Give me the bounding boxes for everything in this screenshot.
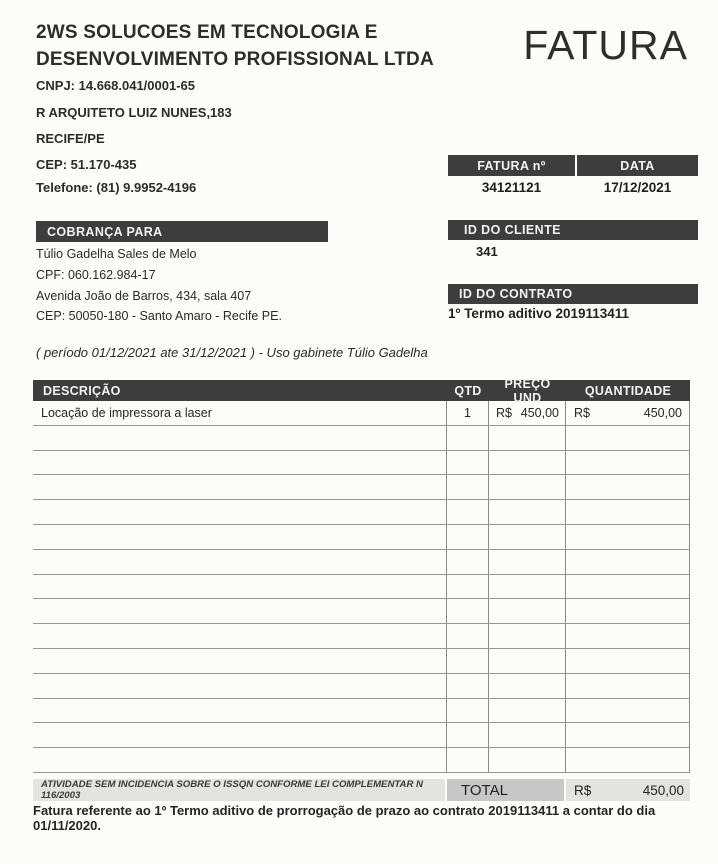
billing-section-header: COBRANÇA PARA bbox=[36, 221, 328, 242]
total-row bbox=[33, 779, 690, 801]
client-id-value: 341 bbox=[476, 244, 498, 259]
table-cell bbox=[447, 500, 489, 524]
table-cell bbox=[489, 649, 566, 673]
column-header-amount: QUANTIDADE bbox=[584, 383, 672, 398]
table-cell: Locação de impressora a laser bbox=[33, 401, 447, 425]
invoice-meta-header bbox=[448, 155, 698, 176]
table-row-empty bbox=[33, 723, 690, 748]
table-cell bbox=[566, 575, 690, 599]
column-header-description: DESCRIÇÃO bbox=[43, 383, 121, 398]
table-cell bbox=[447, 723, 489, 747]
table-cell bbox=[566, 451, 690, 475]
total-amount-cell bbox=[566, 779, 690, 801]
table-cell bbox=[447, 624, 489, 648]
company-phone: Telefone: (81) 9.9952-4196 bbox=[36, 180, 197, 195]
company-address: R ARQUITETO LUIZ NUNES,183 bbox=[36, 105, 232, 120]
items-table-header bbox=[33, 376, 690, 405]
table-cell bbox=[33, 500, 447, 524]
table-row-empty bbox=[33, 451, 690, 476]
table-cell bbox=[566, 624, 690, 648]
table-cell bbox=[33, 674, 447, 698]
table-row-empty bbox=[33, 699, 690, 724]
table-row-empty bbox=[33, 475, 690, 500]
invoice-number-label: FATURA nº bbox=[448, 155, 575, 176]
table-row-empty bbox=[33, 575, 690, 600]
table-cell bbox=[33, 451, 447, 475]
table-cell bbox=[33, 550, 447, 574]
table-cell bbox=[447, 748, 489, 772]
table-cell bbox=[566, 525, 690, 549]
column-header-qty: QTD bbox=[454, 383, 482, 398]
table-cell bbox=[33, 426, 447, 450]
table-cell bbox=[447, 649, 489, 673]
cell-value: 450,00 bbox=[520, 405, 559, 420]
table-cell bbox=[489, 599, 566, 623]
billing-cep: CEP: 50050-180 - Santo Amaro - Recife PE. bbox=[36, 309, 282, 323]
table-cell bbox=[566, 426, 690, 450]
currency-symbol: R$ bbox=[574, 405, 590, 420]
total-currency: R$ bbox=[574, 782, 592, 798]
cell-value: 450,00 bbox=[643, 405, 682, 420]
table-row-empty bbox=[33, 674, 690, 699]
table-cell bbox=[489, 401, 566, 425]
table-cell bbox=[566, 475, 690, 499]
table-cell bbox=[447, 451, 489, 475]
items-table bbox=[33, 376, 690, 773]
table-cell bbox=[489, 723, 566, 747]
items-table-body bbox=[33, 401, 690, 773]
table-cell bbox=[447, 525, 489, 549]
table-cell bbox=[566, 599, 690, 623]
currency-symbol: R$ bbox=[496, 405, 512, 420]
table-cell bbox=[566, 500, 690, 524]
table-row-empty bbox=[33, 624, 690, 649]
table-cell bbox=[566, 649, 690, 673]
table-cell bbox=[33, 699, 447, 723]
contract-id-header: ID DO CONTRATO bbox=[448, 284, 698, 304]
table-row-empty bbox=[33, 748, 690, 773]
table-cell bbox=[489, 575, 566, 599]
table-cell bbox=[489, 525, 566, 549]
table-cell bbox=[33, 575, 447, 599]
document-title: FATURA bbox=[523, 22, 688, 68]
table-cell bbox=[566, 723, 690, 747]
table-cell bbox=[447, 674, 489, 698]
table-cell bbox=[33, 624, 447, 648]
invoice-date-value: 17/12/2021 bbox=[603, 180, 672, 195]
company-name-line2: DESENVOLVIMENTO PROFISSIONAL LTDA bbox=[36, 49, 434, 70]
period-note: ( período 01/12/2021 ate 31/12/2021 ) - Uso gabinete Túlio Gadelha bbox=[36, 345, 428, 360]
table-row bbox=[33, 401, 690, 426]
table-cell bbox=[566, 674, 690, 698]
table-cell bbox=[489, 426, 566, 450]
company-cep: CEP: 51.170-435 bbox=[36, 157, 137, 172]
tax-exemption-note: ATIVIDADE SEM INCIDENCIA SOBRE O ISSQN CONFORME LEI COMPLEMENTAR N 116/2003 bbox=[33, 779, 445, 801]
table-cell bbox=[33, 475, 447, 499]
table-cell bbox=[489, 475, 566, 499]
table-cell bbox=[447, 575, 489, 599]
table-cell bbox=[447, 699, 489, 723]
client-id-header: ID DO CLIENTE bbox=[448, 220, 698, 240]
table-cell bbox=[489, 550, 566, 574]
table-cell bbox=[33, 525, 447, 549]
total-label: TOTAL bbox=[447, 779, 564, 801]
table-row-empty bbox=[33, 500, 690, 525]
contract-id-value: 1º Termo aditivo 2019113411 bbox=[448, 306, 630, 321]
table-cell bbox=[489, 674, 566, 698]
column-header-unit-price: PREÇO UND bbox=[504, 376, 551, 405]
company-name-line1: 2WS SOLUCOES EM TECNOLOGIA E bbox=[36, 22, 378, 43]
table-cell bbox=[566, 748, 690, 772]
table-cell bbox=[447, 475, 489, 499]
table-cell bbox=[489, 699, 566, 723]
table-cell bbox=[33, 723, 447, 747]
total-value: 450,00 bbox=[642, 782, 684, 798]
table-cell bbox=[489, 451, 566, 475]
billing-cpf: CPF: 060.162.984-17 bbox=[36, 268, 156, 282]
table-row-empty bbox=[33, 525, 690, 550]
table-cell bbox=[489, 624, 566, 648]
table-cell bbox=[447, 550, 489, 574]
table-row-empty bbox=[33, 550, 690, 575]
table-cell bbox=[566, 401, 690, 425]
table-cell bbox=[447, 599, 489, 623]
footer-note: Fatura referente ao 1º Termo aditivo de prorrogação de prazo ao contrato 2019113411 a contar do dia 01/11/2020. bbox=[33, 803, 656, 833]
table-row-empty bbox=[33, 426, 690, 451]
billing-address: Avenida João de Barros, 434, sala 407 bbox=[36, 289, 252, 303]
table-cell bbox=[489, 748, 566, 772]
table-row-empty bbox=[33, 599, 690, 624]
company-cnpj: CNPJ: 14.668.041/0001-65 bbox=[36, 78, 196, 93]
table-cell bbox=[566, 550, 690, 574]
table-cell bbox=[33, 649, 447, 673]
table-row-empty bbox=[33, 649, 690, 674]
table-cell bbox=[447, 426, 489, 450]
billing-name: Túlio Gadelha Sales de Melo bbox=[36, 247, 197, 261]
invoice-date-label: DATA bbox=[577, 155, 698, 176]
table-cell bbox=[33, 748, 447, 772]
company-city: RECIFE/PE bbox=[36, 131, 105, 146]
table-cell: 1 bbox=[447, 401, 489, 425]
table-cell bbox=[566, 699, 690, 723]
table-cell bbox=[489, 500, 566, 524]
invoice-number-value: 34121121 bbox=[481, 180, 542, 195]
table-cell bbox=[33, 599, 447, 623]
